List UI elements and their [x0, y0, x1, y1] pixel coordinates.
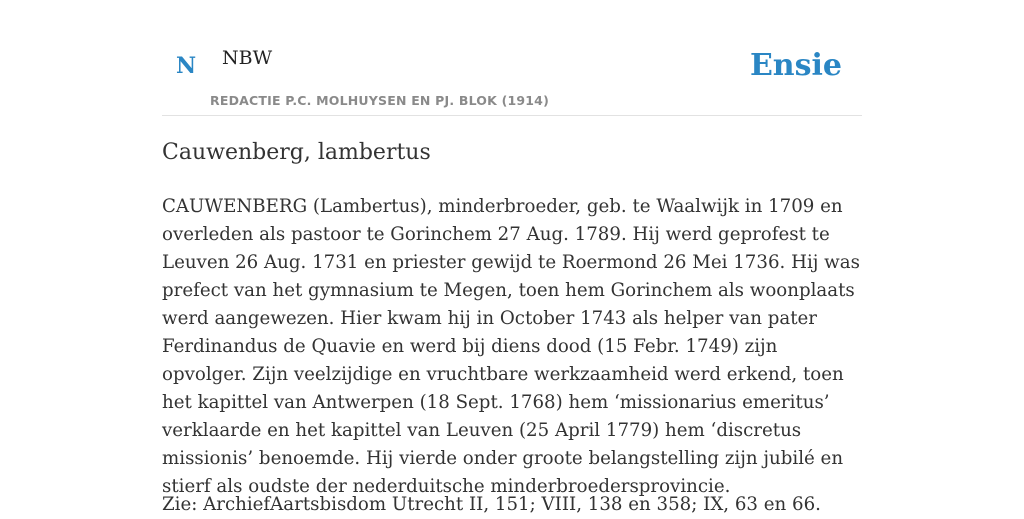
source-title[interactable]: NBW — [222, 47, 273, 69]
source-header — [162, 0, 862, 116]
source-subtitle: REDACTIE P.C. MOLHUYSEN EN PJ. BLOK (1914) — [210, 93, 549, 108]
article-title: Cauwenberg, lambertus — [162, 140, 431, 165]
source-logo[interactable]: N — [176, 53, 197, 79]
article-references: Zie: ArchiefAartsbisdom Utrecht II, 151; VIII, 138 en 358; IX, 63 en 66. — [162, 494, 821, 515]
brand-logo-link[interactable]: Ensie — [749, 48, 842, 83]
page — [162, 0, 862, 515]
article-body: CAUWENBERG (Lambertus), minderbroeder, geb. te Waalwijk in 1709 en overleden als pastoor te Gorinchem 27 Aug. 1789. Hij werd geprofest te Leuven 26 Aug. 1731 en priester gewijd te Roermond 26 Mei 1736. Hij was prefect van het gymnasium te Megen, toen hem Gorinchem als woonplaats werd aangewezen. Hier kwam hij in October 1743 als helper van pater Ferdinandus de Quavie en werd bij diens dood (15 Febr. 1749) zijn opvolger. Zijn veelzijdige en vruchtbare werkzaamheid werd erkend, toen het kapittel van Antwerpen (18 Sept. 1768) hem ‘missionarius emeritus’ verklaarde en het kapittel van Leuven (25 April 1779) hem ‘discretus missionis’ benoemde. Hij vierde onder groote belangstelling zijn jubilé en stierf als oudste der nederduitsche minderbroedersprovincie. — [162, 196, 860, 497]
